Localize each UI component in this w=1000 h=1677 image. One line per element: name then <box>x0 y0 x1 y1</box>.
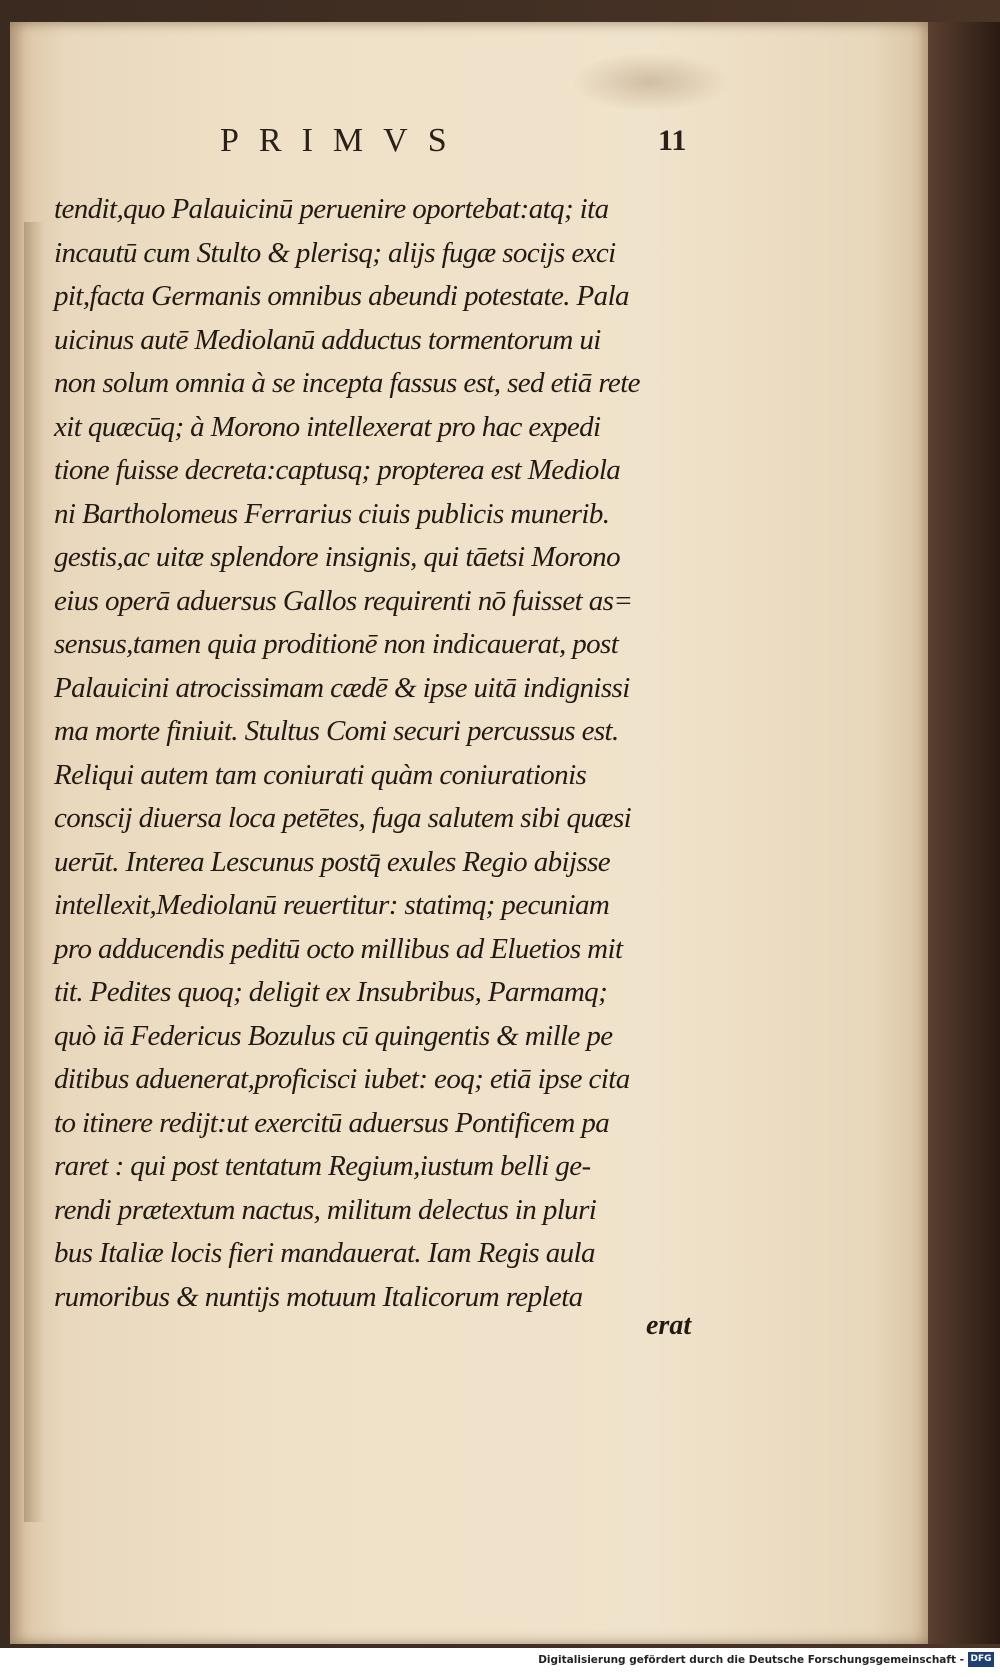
text-line: sensus,tamen quia proditionē non indicauerat, post <box>54 628 619 660</box>
funding-credit: Digitalisierung gefördert durch die Deutsche Forschungsgemeinschaft - <box>538 1654 964 1666</box>
text-line: rumoribus & nuntijs motuum Italicorum repleta <box>54 1280 583 1313</box>
text-line: non solum omnia à se incepta fassus est, sed etiā rete <box>54 367 640 399</box>
text-line: xit quæcūq; à Morono intellexerat pro hac expedi <box>54 410 601 443</box>
text-line: to itinere redijt:ut exercitū aduersus Pontificem pa <box>54 1106 610 1139</box>
text-line: ni Bartholomeus Ferrarius ciuis publicis munerib. <box>54 497 610 530</box>
gutter-shadow <box>24 222 44 1522</box>
paper-stain <box>570 52 730 112</box>
text-line: intellexit,Mediolanū reuertitur: statimq; pecuniam <box>54 889 610 921</box>
text-line: tendit,quo Palauicinū peruenire oportebat:atq; ita <box>54 193 609 225</box>
text-line: pro adducendis peditū octo millibus ad Eluetios mit <box>54 932 623 965</box>
text-line: ditibus aduenerat,proficisci iubet: eoq; etiā ipse cita <box>54 1063 630 1095</box>
text-line: uerūt. Interea Lescunus postq̄ exules Regio abijsse <box>54 845 611 878</box>
catchword: erat <box>646 1310 692 1341</box>
text-line: uicinus autē Mediolanū adductus tormentorum ui <box>54 323 601 356</box>
book-edge <box>928 22 1000 1644</box>
text-line: tione fuisse decreta:captusq; propterea est Mediola <box>54 454 621 486</box>
text-line: pit,facta Germanis omnibus abeundi potestate. Pala <box>54 280 629 312</box>
text-line: raret : qui post tentatum Regium,iustum belli ge- <box>54 1150 591 1182</box>
text-line: incautū cum Stulto & plerisq; alijs fugæ socijs exci <box>54 236 616 269</box>
body-text <box>54 188 724 1319</box>
page-number: 11 <box>658 124 687 157</box>
text-line: Palauicini atrocissimam cædē & ipse uitā indignissi <box>54 671 630 704</box>
text-line: rendi prætextum nactus, militum delectus in pluri <box>54 1193 597 1226</box>
text-line: tit. Pedites quoq; deligit ex Insubribus, Parmamq; <box>54 976 608 1008</box>
text-line: bus Italiæ locis fieri mandauerat. Iam Regis aula <box>54 1237 595 1269</box>
running-head: PRIMVS <box>220 122 467 159</box>
text-line: gestis,ac uitæ splendore insignis, qui tāetsi Morono <box>54 541 620 573</box>
text-line: eius operā aduersus Gallos requirenti nō fuisset as= <box>54 584 633 617</box>
text-line: quò iā Federicus Bozulus cū quingentis & mille pe <box>54 1019 613 1052</box>
text-line: ma morte finiuit. Stultus Comi securi percussus est. <box>54 715 619 747</box>
dfg-logo: DFG <box>968 1652 994 1667</box>
text-line: conscij diuersa loca petētes, fuga salutem sibi quæsi <box>54 802 632 834</box>
text-line: Reliqui autem tam coniurati quàm coniurationis <box>54 758 587 791</box>
